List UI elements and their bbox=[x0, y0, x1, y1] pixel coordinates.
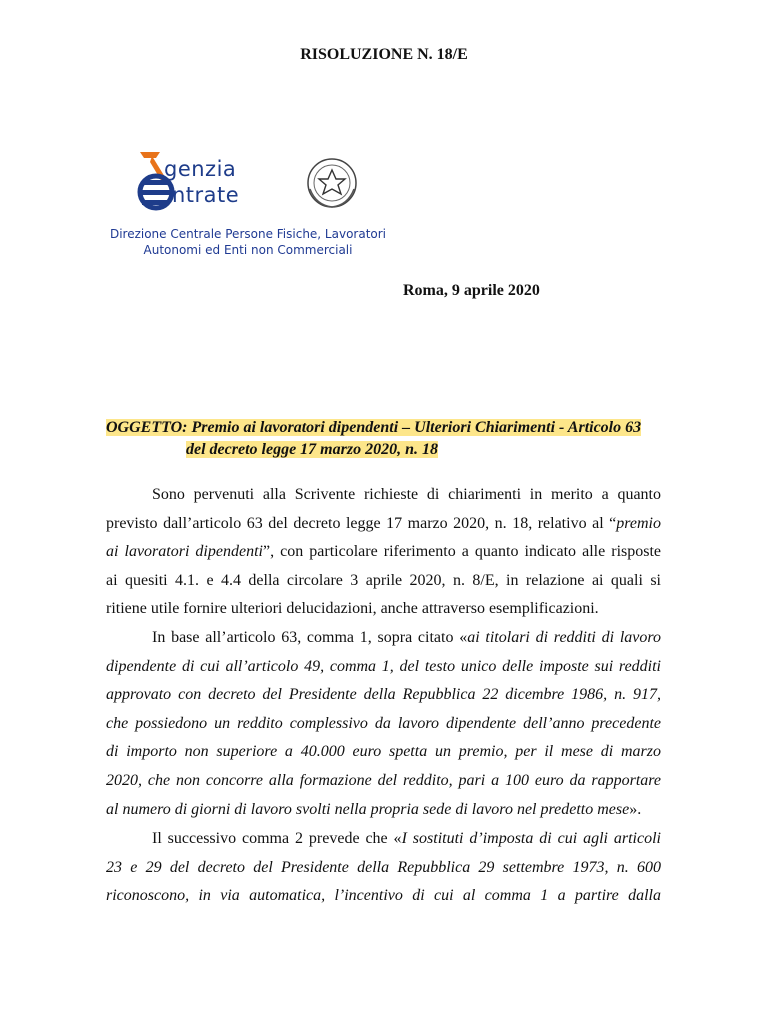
body-line: In base all’articolo 63, comma 1, sopra citato «ai titolari di redditi di lavoro bbox=[152, 629, 661, 646]
body-line: ritiene utile fornire ulteriori delucidazioni, anche attraverso esemplificazioni. bbox=[106, 600, 599, 618]
document-date: Roma, 9 aprile 2020 bbox=[403, 282, 540, 299]
body-line: ai quesiti 4.1. e 4.4 della circolare 3 aprile 2020, n. 8/E, in relazione ai quali si bbox=[106, 571, 661, 589]
body-line: al numero di giorni di lavoro svolti nella propria sede di lavoro nel predetto mese». bbox=[106, 800, 642, 818]
department-line-2: Autonomi ed Enti non Commerciali bbox=[143, 243, 353, 257]
body-line: Il successivo comma 2 prevede che «I sostituti d’imposta di cui agli articoli bbox=[152, 830, 661, 847]
department-heading bbox=[98, 226, 398, 258]
body-paragraph-3 bbox=[106, 825, 661, 911]
body-line: riconoscono, in via automatica, l’incentivo di cui al comma 1 a partire dalla bbox=[106, 887, 661, 905]
body-paragraph-2 bbox=[106, 624, 661, 824]
agenzia-entrate-logo bbox=[134, 152, 374, 214]
body-line: ai lavoratori dipendenti”, con particolare riferimento a quanto indicato alle risposte bbox=[106, 543, 662, 561]
body-line: di importo non superiore a 40.000 euro spetta un premio, per il mese di marzo bbox=[106, 743, 661, 761]
document-title: RISOLUZIONE N. 18/E bbox=[300, 46, 468, 63]
body-paragraph-1 bbox=[106, 481, 661, 624]
body-line: 2020, che non concorre alla formazione del reddito, pari a 100 euro da rapportare bbox=[106, 771, 661, 789]
body-line: dipendente di cui all’articolo 49, comma 1, del testo unico delle imposte sui redditi bbox=[106, 657, 661, 675]
subject-line-2: del decreto legge 17 marzo 2020, n. 18 bbox=[186, 441, 438, 458]
department-line-1: Direzione Centrale Persone Fisiche, Lavoratori bbox=[109, 227, 387, 241]
logo-text-ntrate: ntrate bbox=[172, 183, 240, 207]
logo-text-genzia: genzia bbox=[164, 157, 237, 181]
body-line: Sono pervenuti alla Scrivente richieste di chiarimenti in merito a quanto bbox=[152, 486, 661, 503]
body-line: approvato con decreto del Presidente della Repubblica 22 dicembre 1986, n. 917, bbox=[106, 686, 661, 704]
subject-block bbox=[106, 417, 666, 461]
body-line: 23 e 29 del decreto del Presidente della Repubblica 29 settembre 1973, n. 600 bbox=[106, 858, 661, 876]
republic-emblem-icon bbox=[308, 159, 356, 207]
body-line: previsto dall’articolo 63 del decreto legge 17 marzo 2020, n. 18, relativo al “premio bbox=[106, 514, 661, 532]
body-line: che possiedono un reddito complessivo da lavoro dipendente dell’anno precedente bbox=[106, 714, 661, 732]
subject-line-1: OGGETTO: Premio ai lavoratori dipendenti – Ulteriori Chiarimenti - Articolo 63 bbox=[106, 419, 642, 436]
